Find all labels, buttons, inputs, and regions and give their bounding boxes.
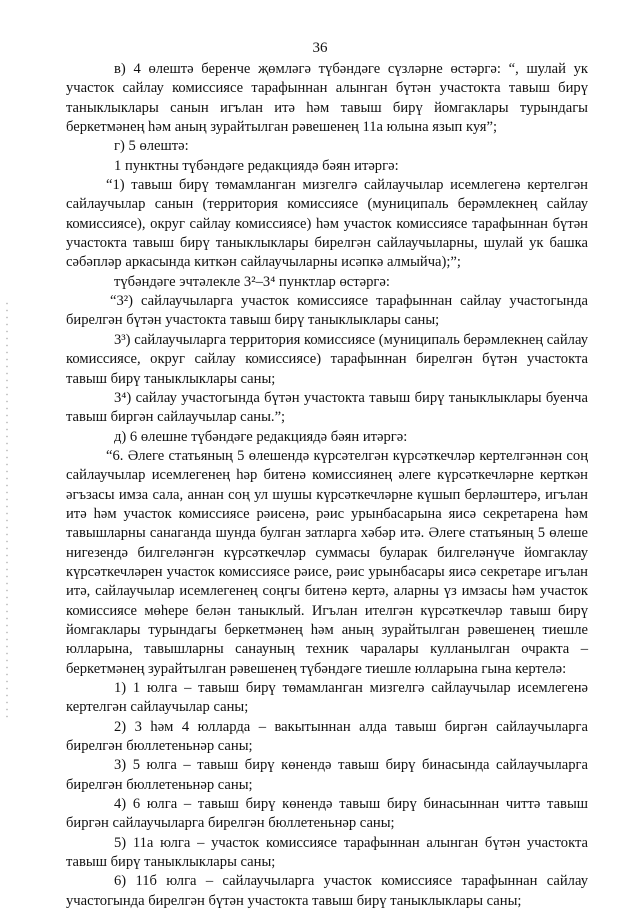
scan-margin-artifact — [6, 300, 8, 720]
page-number: 36 — [312, 40, 328, 56]
paragraph: “3²) сайлаучыларга участок комиссиясе тарафыннан сайлау участогында бирелгән бүтән участокта тавыш бирү таныклыклары саны; — [66, 293, 588, 329]
paragraph: 3⁴) сайлау участогында бүтән участокта тавыш бирү таныклыклары буенча тавыш биргән сайлаучылар саны.”; — [66, 389, 588, 426]
list-item: 3) 5 юлга – тавыш бирү көнендә тавыш бирү бинасында сайлаучыларга бирелгән бюллетеньнәр саны; — [66, 757, 588, 793]
list-item: 2) 3 һәм 4 юлларда – вакытыннан алда тавыш биргән сайлаучыларга бирелгән бюллетеньнәр саны; — [66, 718, 588, 755]
list-item: 5) 11а юлга – участок комиссиясе тарафыннан алынган бүтән участокта тавыш бирү таныклыклары саны; — [66, 834, 588, 871]
paragraph: 3³) сайлаучыларга территория комиссиясе (муниципаль берәмлекнең сайлау комиссиясе, округ сайлау комиссиясе) тарафыннан бирелгән бүтән участокта тавыш бирү таныклыклары саны; — [66, 331, 588, 387]
paragraph: түбәндәге эчтәлекле 3²–3⁴ пунктлар өстәргә: — [114, 273, 390, 290]
list-item: 1) 1 юлга – тавыш бирү төмамланган мизгелгә сайлаучылар исемлегенә кертелгән сайлаучылар саны; — [66, 680, 588, 716]
paragraph: “6. Әлеге статьяның 5 өлешендә күрсәтелгән күрсәткечләр кертелгәннән соң сайлаучылар исемлегенең һәр битенә комиссиянең әлеге күрсәткечләрне керткән әгъзасы имза сала, аннан соң ул шушы күрсәткечләрне күшып берләштерә, игълан итә һәм участок комиссиясе рәисенә, рәис урынбасарына яисә секретарена һәм тавышларны санаганда шунда булган затларга хәбәр итә. Әлеге статьяның 5 өлеше нигезендә билгеләнгән күрсәткечләр суммасы буларак билгеләнүче йомгаклау күрсәткечләрен участок комиссиясе рәисе, рәис урынбасары яисә секретаре игълан итә, сайлаучылар исемлегенең соңгы битенә кертә, аларны үз имзасы һәм участок комиссиясе мөһере белән таныклый. Игълан ителгән күрсәткечләр тавыш бирү йомгаклары турындагы беркетмәнең һәм аның зурайтылган рәвешенең тиешле юлларына, тавышларны санауның техник чаралары кулланылган очракта – беркетмәнең зурайтылган рәвешенең түбәндәге тиешле юлларына гына кертелә: — [66, 447, 588, 677]
list-item: 6) 11б юлга – сайлаучыларга участок комиссиясе тарафыннан сайлау участогында бирелгән бүтән участокта тавыш бирү таныклыклары саны; — [66, 873, 588, 909]
paragraph: в) 4 өлештә беренче җөмләгә түбәндәге сүзләрне өстәргә: “, шулай ук участок сайлау комиссиясе тарафыннан алынган бүтән участокта тавыш бирү таныклыклары санын игълан итә һәм тавыш бирү йомгаклары турындагы беркетмәнең һәм аның зурайтылган рәвешенең 11а юлына язып куя”; — [66, 61, 588, 136]
paragraph: г) 5 өлештә: — [114, 138, 189, 155]
document-body — [66, 60, 588, 911]
list-item: 4) 6 юлга – тавыш бирү көнендә тавыш бирү бинасыннан читтә тавыш биргән сайлаучыларга бирелгән бюллетеньнәр саны; — [66, 796, 588, 832]
paragraph: 1 пунктны түбәндәге редакциядә бәян итәргә: — [114, 157, 399, 174]
paragraph: “1) тавыш бирү төмамланган мизгелгә сайлаучылар исемлегенә кертелгән сайлаучылар санын (территория комиссиясе (муниципаль берәмлекнең сайлау комиссиясе), округ сайлау комиссиясе) һәм участок комиссиясе тарафыннан бүтән участокта тавыш бирү таныклыклары бирелгән сайлаучыларны, шулай ук башка сәбәпләр аркасында киткән сайлаучыларны исәпкә алмыйча);”; — [66, 177, 588, 271]
paragraph: д) 6 өлешне түбәндәге редакциядә бәян итәргә: — [114, 428, 408, 445]
